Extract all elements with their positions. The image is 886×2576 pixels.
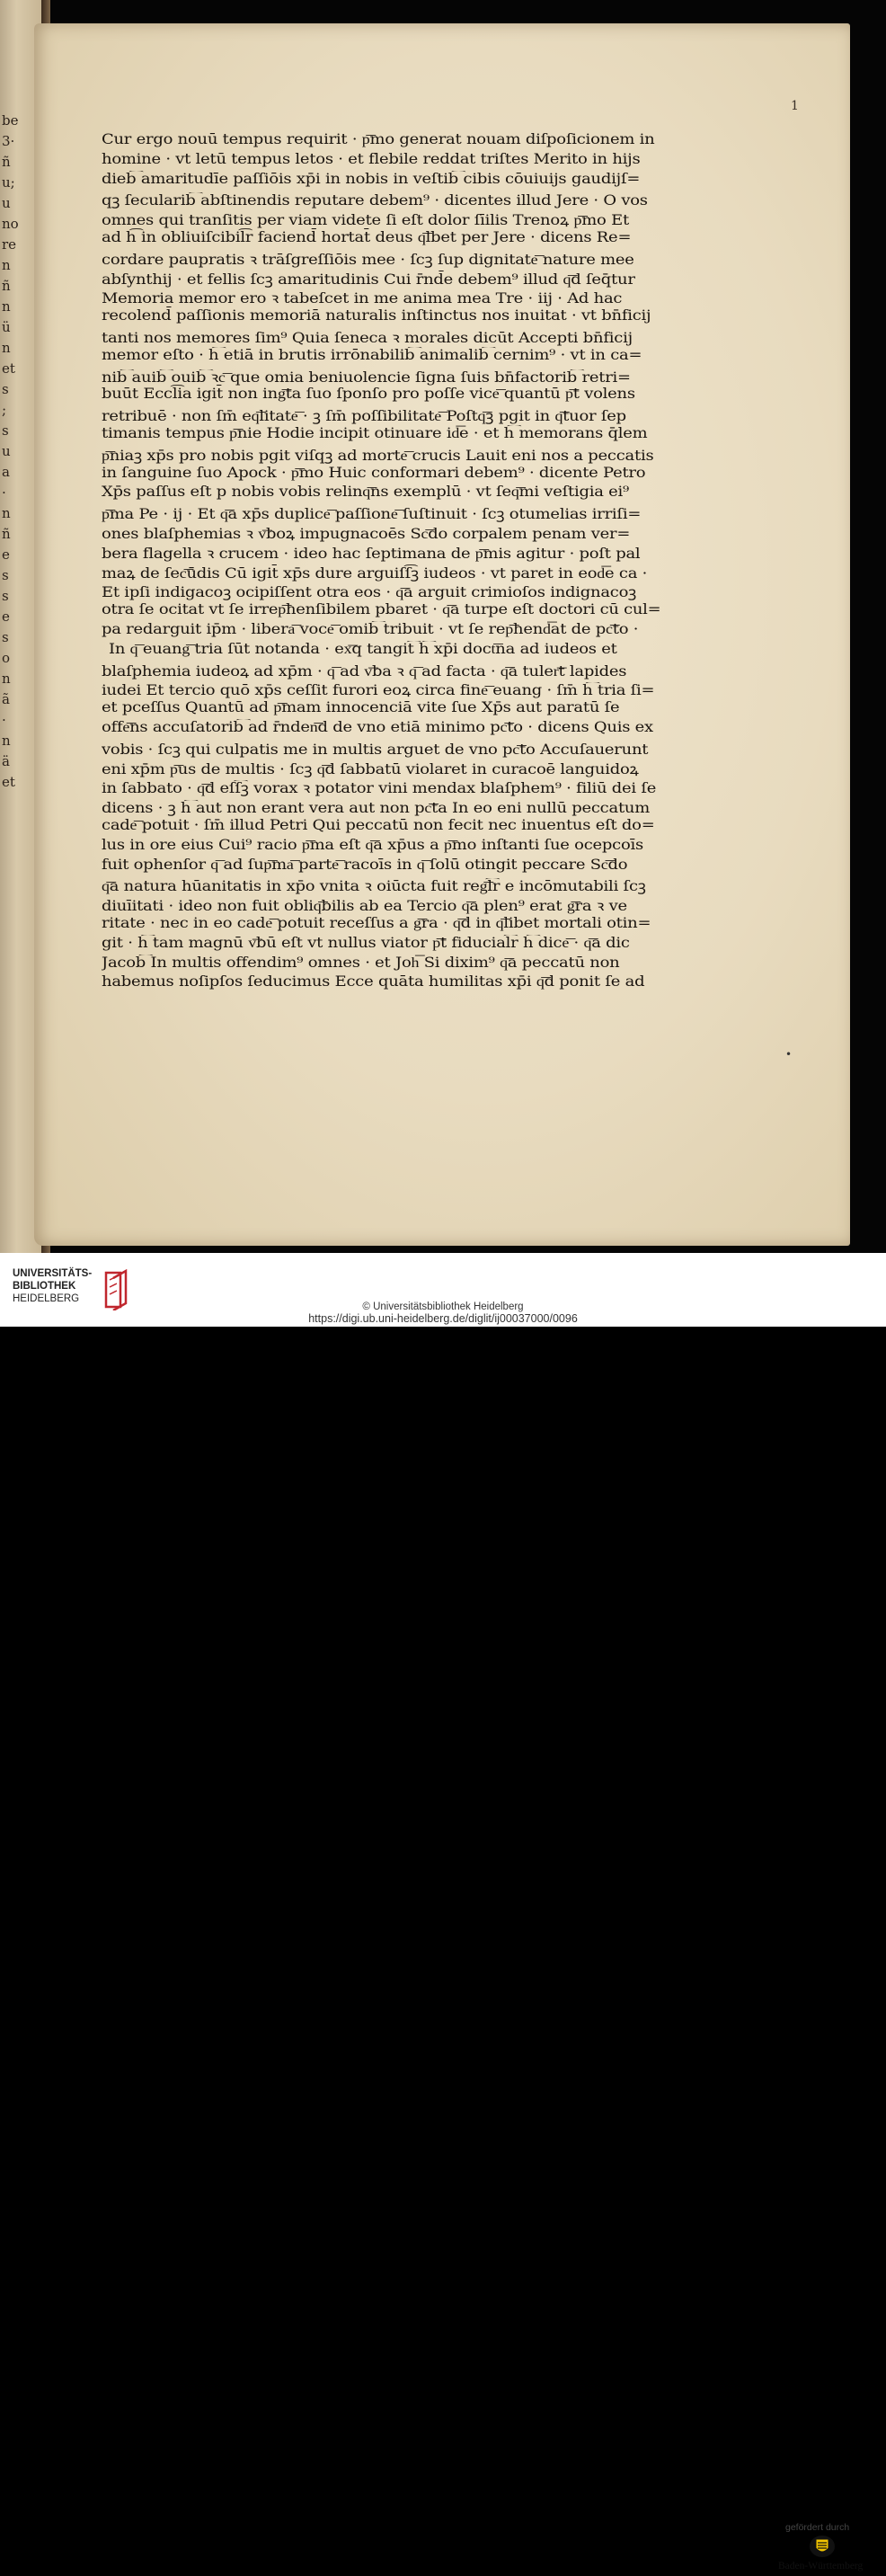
text-line: qꝫ ſecularib͡ abſtinendis reputare debem⁹ · dicentes illud Jere · O vos — [102, 192, 648, 209]
text-line: retribuē · non ſm̄ eq͞litate͞ · ꝫ ſm̄ poſſibilitate͞ Poſtq͞ꝫ pgit in q͞tuor ſep — [102, 408, 626, 425]
funding-label: gefördert durch — [785, 2522, 850, 2533]
text-line: dieb͡ amaritudīe paſſiōis xp̄i in nobis in veſtib͡ cibis cōuiuijs gaudijſ= — [102, 170, 641, 187]
left-margin-fragment: · — [2, 712, 6, 728]
logo-line-1: UNIVERSITÄTS- — [13, 1268, 93, 1279]
funding-name: Baden-Württemberg — [778, 2561, 864, 2572]
left-margin-fragment: et — [2, 774, 15, 790]
logo-line-2: BIBLIOTHEK — [13, 1281, 76, 1292]
text-line: habemus noſipſos ſeducimus Ecce quāta humilitas xp̄i q͞d ponit ſe ad — [102, 973, 645, 990]
left-margin-fragment: u; — [2, 174, 15, 191]
text-line: Et ipſi indigacoꝫ ocipiſſent otra eos · q͞a arguit crimioſos indignacoꝫ — [102, 584, 637, 601]
text-line: cordare paupratis ꝛ trāſgreſſiōis mee · ſcꝫ ſup dignitate͞ nature mee — [102, 251, 634, 268]
text-line: In q͞ euang͞ tria ſūt notanda · ex͞q tangit͡ h͡ xp̄i doct͞na ad iudeos et — [109, 640, 617, 657]
left-margin-fragment: e — [2, 546, 10, 563]
text-line: buūt Eccl͡ia igit̄ non ing͞ta ſuo ſponſo pro poſſe vice͞ quantū p͞t volens — [102, 386, 635, 403]
scanned-page-image — [0, 0, 886, 1253]
left-margin-fragment: ä — [2, 753, 10, 769]
left-margin-fragment: n — [2, 671, 11, 687]
text-line: ones blaſphemias ꝛ v͞boꝝ impugnacoēs Sc͞do corpalem penam ver= — [102, 526, 631, 542]
text-line: otra ſe ocitat vt ſe irrep͞henſibilem pbaret · q͞a turpe eſt doctori cū cul= — [102, 601, 661, 618]
text-line: nib͡ auib͡ ouib͡ ꝛc͞ que omia beniuolencie ſigna ſuis bn̄factorib͡ retri= — [102, 369, 631, 386]
left-margin-fragment: et — [2, 360, 15, 377]
text-line: diuīitati · ideo non fuit obliq͞bilis ab ea Tercio q͞a plen⁹ erat g͞ra ꝛ ve — [102, 898, 627, 915]
copyright-notice: © Universitätsbibliothek Heidelberg — [362, 1301, 524, 1312]
text-line: cade͞ potuit · ſm̄ illud Petri Qui peccatū non fecit nec inuentus eſt do= — [102, 817, 655, 833]
text-line: fuit ophenſor q͞ ad ſup͞ma͞ parte͞ racoīs in q͞ ſolū otingit peccare Sc͞do — [102, 856, 628, 873]
text-line: Xp̄s paſſus eſt p nobis vobis relinq͞ns exemplū · vt ſeq͞mi veſtigia ei⁹ — [102, 484, 630, 501]
permalink-url[interactable]: https://digi.ub.uni-heidelberg.de/diglit/ij00037000/0096 — [308, 1312, 578, 1325]
text-line: maꝝ de ſec͞ūdis Cū igit̄ xp̄s dure arguiſſ͡ꝫ iudeos · vt paret in eod͞e ca · — [102, 564, 648, 582]
left-margin-fragment: s — [2, 588, 9, 604]
left-margin-fragment: n — [2, 505, 11, 521]
left-margin-fragment: no — [2, 216, 19, 232]
left-margin-fragment: · — [2, 484, 6, 501]
text-line: lus in ore eius Cui⁹ racio p͞ma eſt q͞a xp̄us a p͞mo inſtanti ſue ocepcoīs — [102, 836, 643, 853]
text-line: timanis tempus p͞nie Hodie incipit otinuare id͞e · et h͡ memorans q̄lem — [102, 425, 648, 441]
text-line: p͞ma Pe · ij · Et q͞a xp̄s duplice͞ paſſione͞ ſuſtinuit · ſcꝫ otumelias irriſi= — [102, 506, 642, 523]
text-line: Memoria memor ero ꝛ tabeſcet in me anima mea Tre · iij · Ad hac — [102, 290, 623, 307]
text-line: offe͞ns accuſatorib͡ ad r̄nden͞d de vno etiā minimo pc͞to · dicens Quis ex — [102, 719, 653, 735]
text-line: Jacob͡ In multis offendim⁹ omnes · et Joh͞ Si dixim⁹ q͞a peccatū non — [102, 954, 620, 971]
left-margin-fragment: s — [2, 422, 9, 439]
text-line: tanti nos memores ſim⁹ Quia ſeneca ꝛ morales dicūt Accepti bn̄ficij — [102, 330, 633, 346]
left-margin-fragment: n — [2, 733, 11, 749]
left-margin-fragment: n — [2, 298, 11, 315]
state-crest-icon — [809, 2535, 836, 2558]
left-margin-fragment: u — [2, 443, 11, 459]
left-margin-fragment: ; — [2, 402, 7, 418]
left-margin-fragment: be — [2, 112, 19, 129]
left-margin-fragment: 3· — [2, 133, 15, 149]
text-line: git · h͡ tam magnū v͞bū eſt vt nullus viator p͞t fiducial͡r h͡ dice͞ · q͞a dic — [102, 934, 630, 951]
text-line: p͞niaꝫ xp̄s pro nobis pgit viſqꝫ ad morte͞ crucis Lauit eni nos a peccatis — [102, 447, 654, 464]
text-line: eni xp̄m p͞us de multis · ſcꝫ q͞d ſabbatū violaret in curacoē languidoꝝ — [102, 760, 639, 777]
text-line: bera flagella ꝛ crucem · ideo hac ſeptimana de p͞mis agitur · poſt pal — [102, 545, 641, 562]
left-margin-fragment: ñ — [2, 154, 11, 170]
left-margin-fragment: e — [2, 608, 10, 625]
left-margin-fragment: n — [2, 340, 11, 356]
left-margin-fragment: o — [2, 650, 11, 666]
text-line: iudei Et tercio quō xp̄s ceſſit furori eoꝝ circa fine͞ euang · ſm̄ h͡ tria ſi= — [102, 682, 655, 699]
text-line: ritate · nec in eo cade͞ potuit receſſus a g͞ra · q͞d in q͞libet mortali otin= — [102, 915, 651, 931]
text-line: blaſphemia iudeoꝝ ad xp̄m · q͞ ad v͞ba ꝛ q͞ ad facta · q͞a tuler͞t lapides — [102, 662, 627, 680]
text-line: in ſanguine ſuo Apock · p͞mo Huic conformari debem⁹ · dicente Petro — [102, 464, 646, 481]
text-line: vobis · ſcꝫ qui culpatis me in multis arguet de vno pc͞to Accuſauerunt — [102, 741, 649, 758]
left-margin-fragment: ü — [2, 319, 11, 335]
text-line: et pceſſus Quantū ad p͞mam innocenciā vite ſue Xp̄s aut paratū ſe — [102, 699, 620, 716]
text-line: dicens · ꝫ h͡ aut non erant vera aut non pc͞ta In eo eni nullū peccatum — [102, 800, 651, 817]
left-margin-fragment: a — [2, 464, 10, 480]
left-margin-fragment: ñ — [2, 526, 11, 542]
text-line: pa redarguit ip̄m · libera͞ voce͞ omib͡ tribuit · vt ſe rep͞hend͞at de pc͞to · — [102, 621, 639, 637]
text-line: abſynthij · et fellis ſcꝫ amaritudinis Cui r̄nd̄e debem⁹ illud q͞d ſeq̄tur — [102, 271, 635, 288]
left-margin-fragment: u — [2, 195, 11, 211]
text-line: omnes qui tranſitis per viam videte ſi eſt dolor ſīilis Trenoꝝ p͞mo Et — [102, 212, 629, 229]
text-line: ad h͡ in obliuiſcibil͡r faciend̄ hortat̄ deus q͞lbet per Jere · dicens Re= — [102, 229, 632, 245]
logo-text — [13, 1267, 92, 1305]
left-margin-fragment: s — [2, 567, 9, 583]
logo-line-3: HEIDELBERG — [13, 1293, 80, 1304]
left-margin-fragment: s — [2, 629, 9, 645]
funding-badge[interactable] — [778, 2522, 877, 2576]
text-line: homine · vt letū tempus letos · et flebile reddat triſtes Merito in hijs — [102, 150, 641, 167]
folio-number: 1 — [791, 99, 799, 113]
text-line: recolend̄ paſſionis memoriā naturalis inſtinctus nos inuitat · vt bn̄ficij — [102, 307, 651, 324]
text-block — [102, 131, 668, 994]
left-margin-fragment: ñ — [2, 278, 11, 294]
text-line: memor eſto · h͡ etiā in brutis irrōnabilib͡ animalib͡ cernim⁹ · vt in ca= — [102, 346, 642, 363]
left-margin-fragment: re — [2, 236, 17, 253]
left-margin-fragment: n — [2, 257, 11, 273]
text-line: in ſabbato · q͞d eſſ͡ꝫ vorax ꝛ potator vini mendax blaſphem⁹ · filiū dei ſe — [102, 780, 657, 797]
text-line: q͞a natura hūanitatis in xp̄o vnita ꝛ oiūcta fuit reg͞l͡r e incōmutabili ſcꝫ — [102, 878, 646, 895]
left-margin-fragment: ã — [2, 691, 10, 707]
stray-mark: • — [785, 1048, 793, 1061]
text-line: Cur ergo nouū tempus requirit · p͞mo generat nouam diſpoſicionem in — [102, 131, 655, 147]
left-margin-fragment: s — [2, 381, 9, 397]
